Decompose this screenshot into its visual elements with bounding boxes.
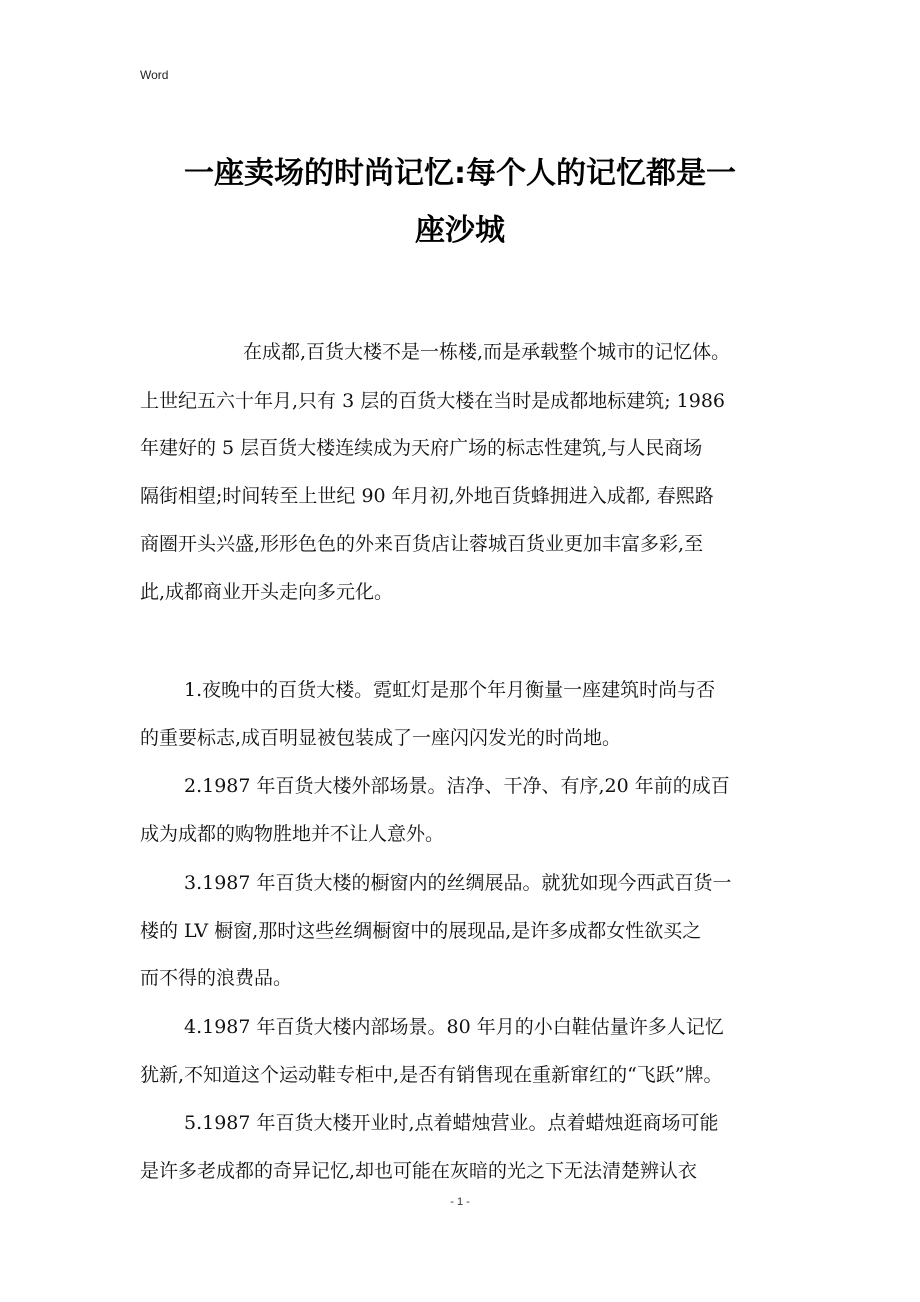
caption-item-5-line: 5.1987 年百货大楼开业时,点着蜡烛营业。点着蜡烛逛商场可能 <box>184 1112 719 1134</box>
intro-paragraph-line: 此,成都商业开头走向多元化。 <box>140 581 394 603</box>
intro-paragraph-line: 上世纪五六十年月,只有 3 层的百货大楼在当时是成都地标建筑; 1986 <box>140 390 726 412</box>
caption-item-1-line: 的重要标志,成百明显被包装成了一座闪闪发光的时尚地。 <box>140 727 622 749</box>
caption-item-3-line: 3.1987 年百货大楼的橱窗内的丝绸展品。就犹如现今西武百货一 <box>184 872 732 894</box>
document-title-line-1: 一座卖场的时尚记忆:每个人的记忆都是一 <box>184 156 736 191</box>
caption-item-1-line: 1.夜晚中的百货大楼。霓虹灯是那个年月衡量一座建筑时尚与否 <box>184 679 716 701</box>
intro-paragraph-line: 在成都,百货大楼不是一栋楼,而是承载整个城市的记忆体。 <box>243 341 731 363</box>
caption-item-5-line: 是许多老成都的奇异记忆,却也可能在灰暗的光之下无法清楚辨认衣 <box>140 1160 698 1182</box>
page-number: - 1 - <box>450 1196 470 1208</box>
caption-item-3-line: 楼的 LV 橱窗,那时这些丝绸橱窗中的展现品,是许多成都女性欲买之 <box>140 920 702 942</box>
caption-item-3-line: 而不得的浪费品。 <box>140 967 293 989</box>
caption-item-2-line: 成为成都的购物胜地并不让人意外。 <box>140 823 445 845</box>
document-header-label: Word <box>140 68 169 82</box>
caption-item-2-line: 2.1987 年百货大楼外部场景。洁净、干净、有序,20 年前的成百 <box>184 775 730 797</box>
intro-paragraph-line: 商圈开头兴盛,形形色色的外来百货店让蓉城百货业更加丰富多彩,至 <box>140 533 704 555</box>
caption-item-4-line: 犹新,不知道这个运动鞋专柜中,是否有销售现在重新窜红的“飞跃”牌。 <box>140 1064 723 1086</box>
intro-paragraph-line: 隔街相望;时间转至上世纪 90 年月初,外地百货蜂拥进入成都, 春熙路 <box>140 485 714 507</box>
intro-paragraph-line: 年建好的 5 层百货大楼连续成为天府广场的标志性建筑,与人民商场 <box>140 437 703 459</box>
document-title-line-2: 座沙城 <box>415 213 505 248</box>
caption-item-4-line: 4.1987 年百货大楼内部场景。80 年月的小白鞋估量许多人记忆 <box>184 1016 724 1038</box>
